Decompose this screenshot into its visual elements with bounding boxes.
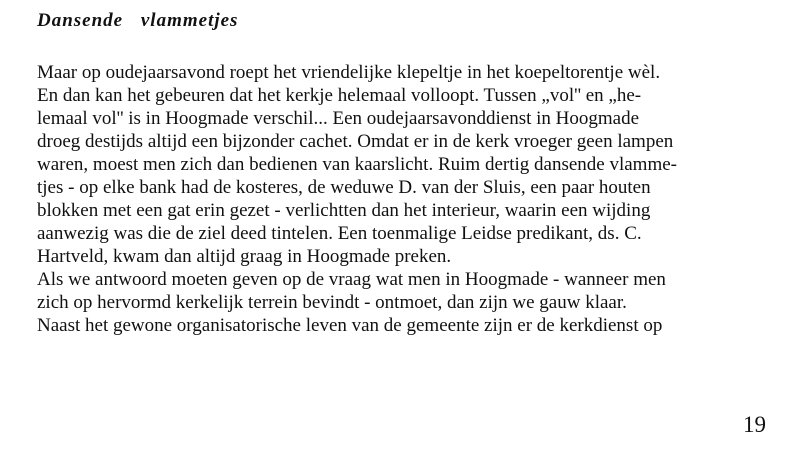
text-line: waren, moest men zich dan bedienen van kaarslicht. Ruim dertig dansende vlamme- <box>37 154 677 175</box>
text-line: Maar op oudejaarsavond roept het vriendelijke klepeltje in het koepeltorentje wèl. <box>37 62 661 83</box>
text-line: aanwezig was die de ziel deed tintelen. Een toenmalige Leidse predikant, ds. C. <box>37 223 642 244</box>
text-line: droeg destijds altijd een bijzonder cachet. Omdat er in de kerk vroeger geen lampen <box>37 131 674 152</box>
text-line: zich op hervormd kerkelijk terrein bevindt - ontmoet, dan zijn we gauw klaar. <box>37 292 627 313</box>
text-line: Als we antwoord moeten geven op de vraag wat men in Hoogmade - wanneer men <box>37 269 666 290</box>
text-line: Hartveld, kwam dan altijd graag in Hoogmade preken. <box>37 246 452 267</box>
text-line: En dan kan het gebeuren dat het kerkje helemaal volloopt. Tussen „vol'' en „he- <box>37 85 642 106</box>
text-line: tjes - op elke bank had de kosteres, de weduwe D. van der Sluis, een paar houten <box>37 177 651 198</box>
text-line: Naast het gewone organisatorische leven van de gemeente zijn er de kerkdienst op <box>37 315 663 336</box>
chapter-title: Dansende vlammetjes <box>37 10 239 31</box>
page-number: 19 <box>743 412 766 437</box>
body-text <box>37 61 797 337</box>
text-line: lemaal vol'' is in Hoogmade verschil... Een oudejaarsavonddienst in Hoogmade <box>37 108 640 129</box>
text-line: blokken met een gat erin gezet - verlichtten dan het interieur, waarin een wijding <box>37 200 651 221</box>
